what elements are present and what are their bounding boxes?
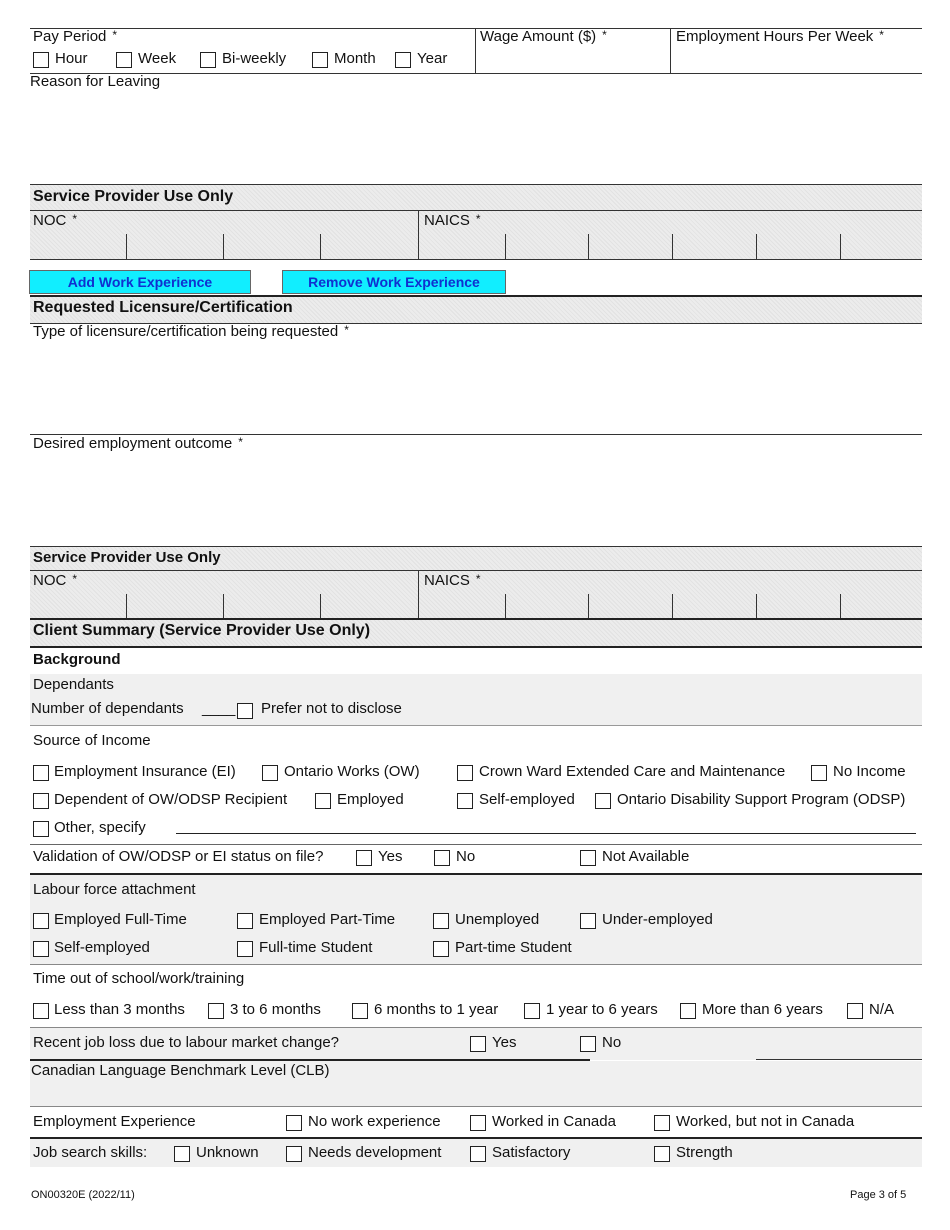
job-loss-label: Recent job loss due to labour market change?: [33, 1034, 340, 1051]
pay-hour-checkbox[interactable]: [33, 52, 49, 68]
pay-row-bottom-border: [30, 73, 922, 74]
labour-unemployed-label: Unemployed: [455, 911, 540, 928]
client-summary-top-border: [30, 618, 922, 620]
noc-digit-divider: [320, 234, 321, 260]
pay-biweekly-label: Bi-weekly: [222, 50, 287, 67]
income-none-checkbox[interactable]: [811, 765, 827, 781]
job-loss-no-checkbox[interactable]: [580, 1036, 596, 1052]
income-odsp-label: Ontario Disability Support Program (ODSP): [617, 791, 906, 808]
search-needs-dev-checkbox[interactable]: [286, 1146, 302, 1162]
number-of-dependants-label: Number of dependants: [31, 700, 184, 717]
spu2-divider: [418, 570, 419, 618]
pay-divider-2: [670, 28, 671, 73]
naics-digit-divider: [588, 594, 589, 618]
dependants-label: Dependants: [33, 676, 114, 693]
naics-digit-divider: [756, 234, 757, 260]
spu2-naics-label: NAICS *: [424, 572, 481, 589]
time-lt3-label: Less than 3 months: [54, 1001, 185, 1018]
income-self-employed-checkbox[interactable]: [457, 793, 473, 809]
time-6to12-label: 6 months to 1 year: [374, 1001, 499, 1018]
labour-full-time-checkbox[interactable]: [33, 913, 49, 929]
validation-yes-checkbox[interactable]: [356, 850, 372, 866]
pay-biweekly-checkbox[interactable]: [200, 52, 216, 68]
labour-part-time-checkbox[interactable]: [237, 913, 253, 929]
income-ei-checkbox[interactable]: [33, 765, 49, 781]
naics-digit-divider: [756, 594, 757, 618]
spu2-top-border: [30, 546, 922, 547]
spu2-header-border: [30, 570, 922, 571]
hours-per-week-label: Employment Hours Per Week *: [676, 28, 884, 45]
pay-week-checkbox[interactable]: [116, 52, 132, 68]
job-search-label: Job search skills:: [33, 1144, 148, 1161]
labour-unemployed-checkbox[interactable]: [433, 913, 449, 929]
time-lt3-checkbox[interactable]: [33, 1003, 49, 1019]
exp-canada-checkbox[interactable]: [470, 1115, 486, 1131]
number-of-dependants-input[interactable]: ____: [202, 700, 236, 717]
search-satisfactory-label: Satisfactory: [492, 1144, 571, 1161]
naics-digit-divider: [672, 234, 673, 260]
wage-amount-label: Wage Amount ($) *: [480, 28, 607, 45]
naics-digit-divider: [840, 234, 841, 260]
validation-not-available-label: Not Available: [602, 848, 690, 865]
validation-yes-label: Yes: [378, 848, 403, 865]
spu1-naics-label: NAICS *: [424, 212, 481, 229]
licensure-type-label: Type of licensure/certification being requested *: [33, 323, 349, 340]
pay-divider-1: [475, 28, 476, 73]
time-gt6y-checkbox[interactable]: [680, 1003, 696, 1019]
pay-week-label: Week: [138, 50, 177, 67]
validation-no-checkbox[interactable]: [434, 850, 450, 866]
background-label: Background: [33, 651, 121, 668]
licensure-title: Requested Licensure/Certification: [33, 299, 293, 316]
pay-hour-label: Hour: [55, 50, 88, 67]
search-unknown-checkbox[interactable]: [174, 1146, 190, 1162]
naics-digit-divider: [588, 234, 589, 260]
income-crown-ward-label: Crown Ward Extended Care and Maintenance: [479, 763, 786, 780]
naics-digit-divider: [505, 594, 506, 618]
labour-pt-student-label: Part-time Student: [455, 939, 572, 956]
client-summary-title: Client Summary (Service Provider Use Only): [33, 622, 371, 639]
spu2-noc-label: NOC *: [33, 572, 78, 589]
form-id: ON00320E (2022/11): [31, 1189, 135, 1201]
labour-part-time-label: Employed Part-Time: [259, 911, 396, 928]
dependants-border: [30, 725, 922, 726]
spu1-top-border: [30, 184, 922, 185]
income-ow-checkbox[interactable]: [262, 765, 278, 781]
labour-self-employed-checkbox[interactable]: [33, 941, 49, 957]
time-out-label: Time out of school/work/training: [33, 970, 245, 987]
prefer-not-to-disclose-label: Prefer not to disclose: [261, 700, 402, 717]
search-needs-dev-label: Needs development: [308, 1144, 442, 1161]
page-number: Page 3 of 5: [850, 1189, 907, 1201]
exp-not-canada-label: Worked, but not in Canada: [676, 1113, 855, 1130]
noc-digit-divider: [223, 594, 224, 618]
exp-none-checkbox[interactable]: [286, 1115, 302, 1131]
noc-digit-divider: [126, 594, 127, 618]
source-of-income-label: Source of Income: [33, 732, 151, 749]
spu1-bottom-border: [30, 259, 922, 260]
licensure-top-border: [30, 295, 922, 297]
spu2-title: Service Provider Use Only: [33, 549, 221, 566]
spu1-divider: [418, 210, 419, 260]
noc-digit-divider: [320, 594, 321, 618]
labour-under-employed-checkbox[interactable]: [580, 913, 596, 929]
add-work-experience-button[interactable]: Add Work Experience: [29, 270, 251, 294]
labour-border: [30, 964, 922, 965]
exp-not-canada-checkbox[interactable]: [654, 1115, 670, 1131]
licensure-type-input[interactable]: [30, 344, 922, 432]
income-ei-label: Employment Insurance (EI): [54, 763, 236, 780]
spu1-title: Service Provider Use Only: [33, 188, 234, 205]
time-1to6y-label: 1 year to 6 years: [546, 1001, 658, 1018]
validation-no-label: No: [456, 848, 476, 865]
pay-year-label: Year: [417, 50, 448, 67]
reason-for-leaving-input[interactable]: [30, 94, 922, 182]
time-na-label: N/A: [869, 1001, 895, 1018]
pay-month-label: Month: [334, 50, 376, 67]
validation-label: Validation of OW/ODSP or EI status on file?: [33, 848, 324, 865]
labour-ft-student-checkbox[interactable]: [237, 941, 253, 957]
time-na-checkbox[interactable]: [847, 1003, 863, 1019]
time-3to6-label: 3 to 6 months: [230, 1001, 321, 1018]
noc-digit-divider: [223, 234, 224, 260]
income-employed-checkbox[interactable]: [315, 793, 331, 809]
pay-year-checkbox[interactable]: [395, 52, 411, 68]
time-3to6-checkbox[interactable]: [208, 1003, 224, 1019]
labour-under-employed-label: Under-employed: [602, 911, 713, 928]
income-dependent-checkbox[interactable]: [33, 793, 49, 809]
validation-not-available-checkbox[interactable]: [580, 850, 596, 866]
income-other-checkbox[interactable]: [33, 821, 49, 837]
clb-label: Canadian Language Benchmark Level (CLB): [31, 1062, 330, 1079]
labour-ft-student-label: Full-time Student: [259, 939, 373, 956]
income-other-label: Other, specify: [54, 819, 146, 836]
exp-none-label: No work experience: [308, 1113, 441, 1130]
time-gt6y-label: More than 6 years: [702, 1001, 823, 1018]
labour-full-time-label: Employed Full-Time: [54, 911, 187, 928]
naics-digit-divider: [505, 234, 506, 260]
remove-work-experience-button[interactable]: Remove Work Experience: [282, 270, 506, 294]
income-dependent-label: Dependent of OW/ODSP Recipient: [54, 791, 288, 808]
job-loss-no-label: No: [602, 1034, 622, 1051]
spu1-noc-label: NOC *: [33, 212, 78, 229]
job-loss-yes-checkbox[interactable]: [470, 1036, 486, 1052]
time-6to12-checkbox[interactable]: [352, 1003, 368, 1019]
income-self-employed-label: Self-employed: [479, 791, 575, 808]
desired-outcome-input[interactable]: [30, 456, 922, 544]
search-satisfactory-checkbox[interactable]: [470, 1146, 486, 1162]
time-1to6y-checkbox[interactable]: [524, 1003, 540, 1019]
income-crown-ward-checkbox[interactable]: [457, 765, 473, 781]
search-strength-checkbox[interactable]: [654, 1146, 670, 1162]
noc-digit-divider: [126, 234, 127, 260]
hours-per-week-input[interactable]: [674, 48, 920, 70]
labour-force-label: Labour force attachment: [33, 881, 196, 898]
naics-digit-divider: [672, 594, 673, 618]
search-unknown-label: Unknown: [196, 1144, 259, 1161]
pay-month-checkbox[interactable]: [312, 52, 328, 68]
income-employed-label: Employed: [337, 791, 404, 808]
labour-pt-student-checkbox[interactable]: [433, 941, 449, 957]
employment-experience-label: Employment Experience: [33, 1113, 196, 1130]
job-loss-yes-label: Yes: [492, 1034, 517, 1051]
prefer-not-to-disclose-checkbox[interactable]: [237, 703, 253, 719]
wage-amount-input[interactable]: [478, 48, 668, 70]
income-other-specify-input[interactable]: [176, 833, 916, 834]
reason-for-leaving-label: Reason for Leaving: [30, 73, 161, 90]
income-border: [30, 844, 922, 845]
pay-period-label: Pay Period *: [33, 28, 118, 45]
job-loss-border-right: [756, 1059, 922, 1060]
labour-self-employed-label: Self-employed: [54, 939, 150, 956]
clb-border: [30, 1106, 922, 1107]
exp-canada-label: Worked in Canada: [492, 1113, 616, 1130]
naics-digit-divider: [840, 594, 841, 618]
income-none-label: No Income: [833, 763, 906, 780]
income-odsp-checkbox[interactable]: [595, 793, 611, 809]
desired-outcome-label: Desired employment outcome *: [33, 435, 243, 452]
income-ow-label: Ontario Works (OW): [284, 763, 420, 780]
client-summary-header-border: [30, 646, 922, 648]
search-strength-label: Strength: [676, 1144, 733, 1161]
clb-input[interactable]: [30, 1083, 922, 1105]
spu1-header-border: [30, 210, 922, 211]
